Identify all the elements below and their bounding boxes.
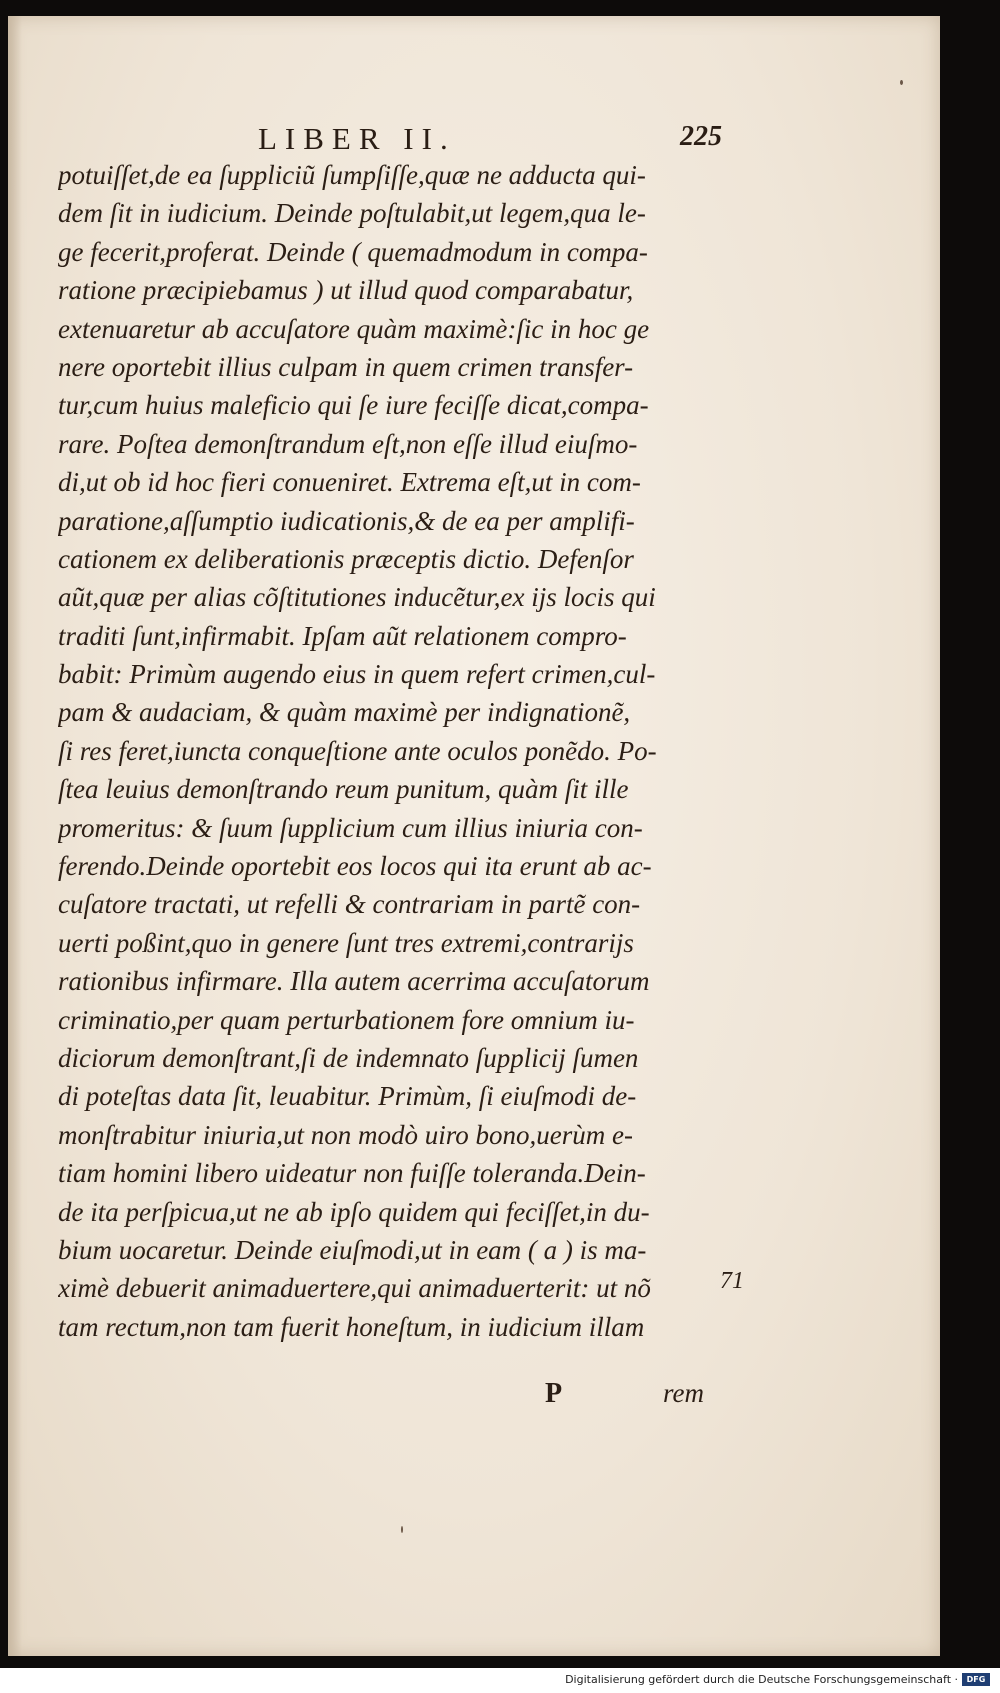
text-line: cuſatore tractati, ut refelli & contrariam in partẽ con-: [58, 889, 641, 920]
catchword: rem: [663, 1378, 704, 1408]
text-line: uerti poßint,quo in genere ſunt tres extremi,contrarijs: [58, 927, 634, 958]
marginal-note: 71: [720, 1268, 744, 1294]
text-line: cationem ex deliberationis præceptis dictio. Defenſor: [58, 543, 634, 574]
text-line: monſtrabitur iniuria,ut non modò uiro bono,uerùm e-: [58, 1119, 634, 1150]
text-line: pam & audaciam, & quàm maximè per indignationẽ,: [58, 697, 631, 728]
text-line: rationibus infirmare. Illa autem acerrima accuſatorum: [58, 966, 650, 997]
text-line: ximè debuerit animaduertere,qui animaduerterit: ut nõ: [58, 1273, 651, 1304]
text-line: bium uocaretur. Deinde eiuſmodi,ut in eam ( a ) is ma-: [58, 1234, 647, 1265]
text-line: ge fecerit,proferat. Deinde ( quemadmodum in compa-: [58, 236, 648, 267]
text-line: ratione præcipiebamus ) ut illud quod comparabatur,: [58, 275, 634, 306]
text-line: tur,cum huius maleficio qui ſe iure feciſſe dicat,compa-: [58, 390, 649, 421]
text-line: ſi res feret,iuncta conqueſtione ante oculos ponẽdo. Po-: [58, 735, 657, 766]
text-line: dem ſit in iudicium. Deinde poſtulabit,ut legem,qua le-: [58, 198, 646, 229]
signature-mark: P: [545, 1378, 563, 1409]
text-line: extenuaretur ab accuſatore quàm maximè:ſic in hoc ge: [58, 313, 650, 344]
text-line: tam rectum,non tam fuerit honeſtum, in iudicium illam: [58, 1311, 645, 1342]
text-line: diciorum demonſtrant,ſi de indemnato ſupplicij ſumen: [58, 1042, 639, 1073]
text-line: de ita perſpicua,ut ne ab ipſo quidem qui feciſſet,in du-: [58, 1196, 650, 1227]
book-page: [8, 16, 940, 1656]
page-header: [8, 121, 940, 155]
paper-speck: [900, 80, 903, 85]
text-line: aũt,quæ per alias cõſtitutiones inducẽtur,ex ijs locis qui: [58, 582, 656, 613]
page-number: 225: [680, 121, 722, 152]
text-line: ſtea leuius demonſtrando reum punitum, quàm ſit ille: [58, 774, 629, 805]
footer-bar: [0, 1668, 1000, 1693]
text-line: babit: Primùm augendo eius in quem refert crimen,cul-: [58, 659, 656, 690]
text-line: potuiſſet,de ea ſuppliciũ ſumpſiſſe,quæ ne adducta qui-: [58, 160, 646, 190]
running-title: LIBER II.: [258, 121, 456, 156]
text-line: tiam homini libero uideatur non fuiſſe toleranda.Dein-: [58, 1158, 646, 1189]
text-line: nere oportebit illius culpam in quem crimen transfer-: [58, 351, 634, 382]
text-line: di,ut ob id hoc fieri conueniret. Extrema eſt,ut in com-: [58, 467, 641, 498]
text-line: traditi ſunt,infirmabit. Ipſam aũt relationem compro-: [58, 620, 627, 651]
text-line: rare. Poſtea demonſtrandum eſt,non eſſe illud eiuſmo-: [58, 428, 638, 459]
text-line: criminatio,per quam perturbationem fore omnium iu-: [58, 1004, 635, 1035]
page-gutter-shadow: [8, 16, 22, 1656]
footer-credit: Digitalisierung gefördert durch die Deutsche Forschungsgemeinschaft ·: [565, 1673, 958, 1686]
text-line: promeritus: & ſuum ſupplicium cum illius iniuria con-: [58, 812, 643, 843]
text-line: ferendo.Deinde oportebit eos locos qui ita erunt ab ac-: [58, 851, 652, 882]
body-text: [58, 156, 738, 1346]
dfg-logo: DFG: [962, 1673, 990, 1686]
text-line: di poteſtas data ſit, leuabitur. Primùm, ſi eiuſmodi de-: [58, 1081, 637, 1112]
text-line: paratione,aſſumptio iudicationis,& de ea per amplifi-: [58, 505, 635, 536]
paper-speck: [401, 1526, 403, 1533]
